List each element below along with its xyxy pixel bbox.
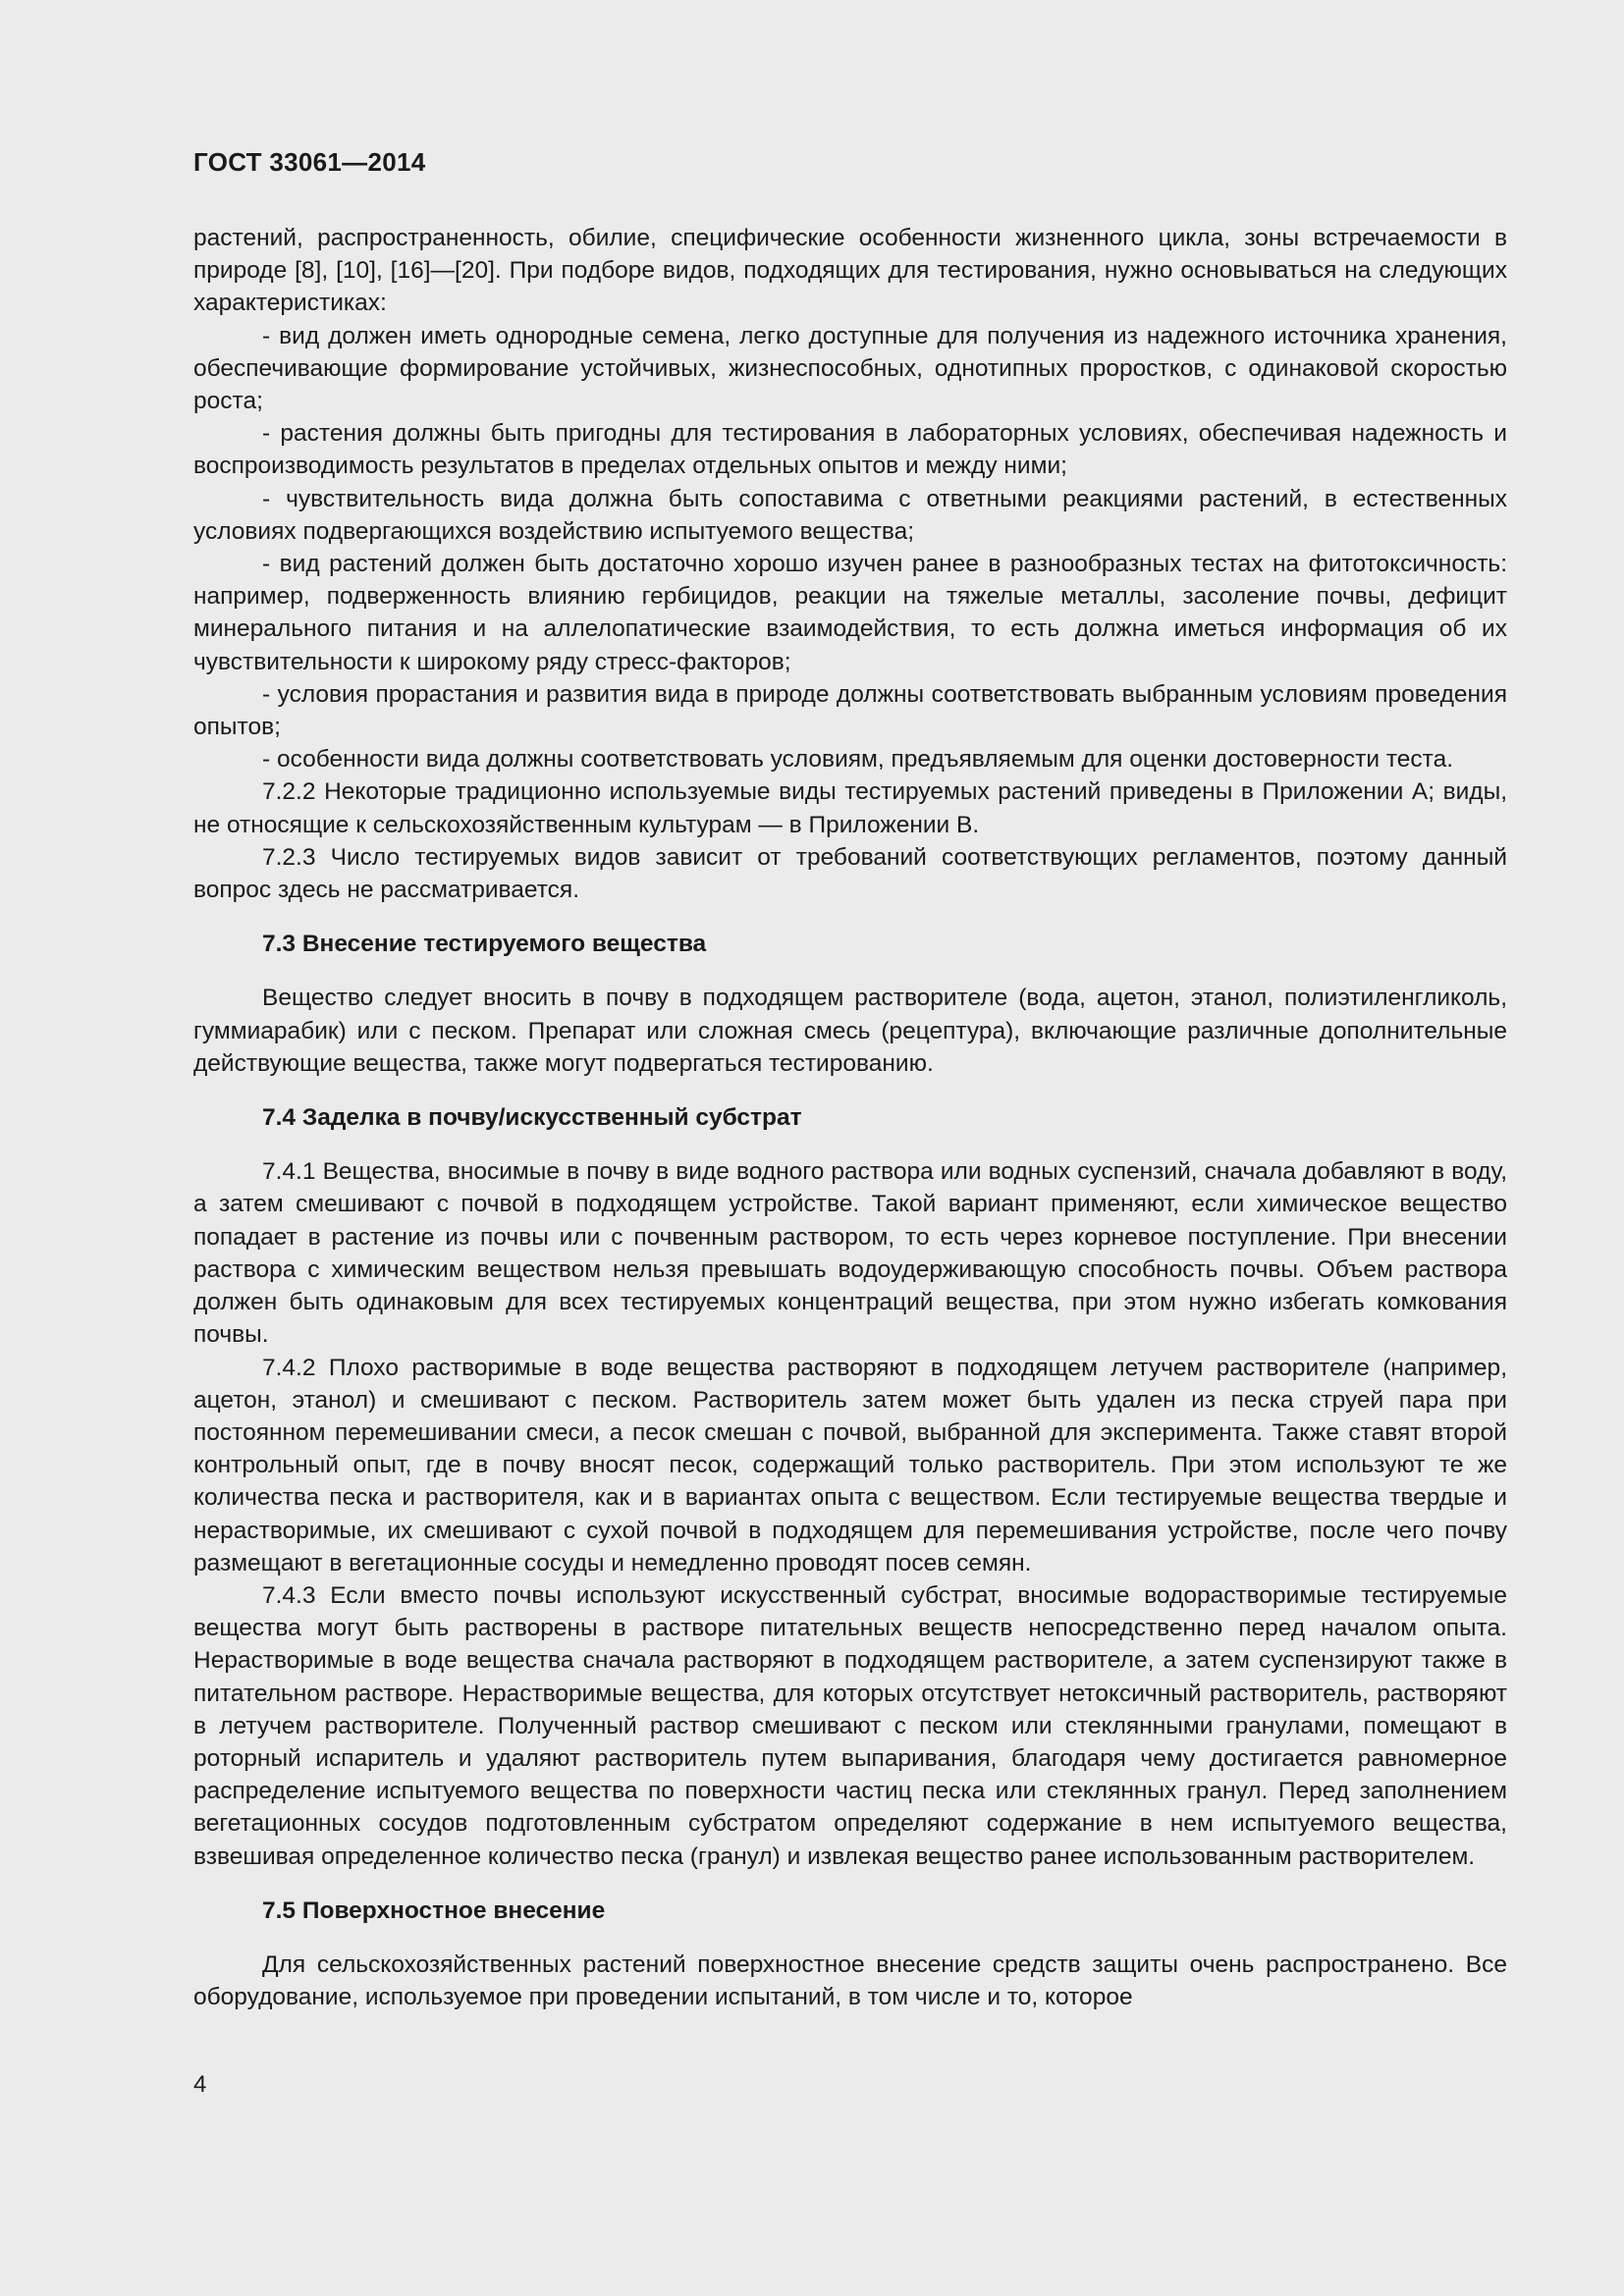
- paragraph: Вещество следует вносить в почву в подходящем растворителе (вода, ацетон, этанол, полиэтиленгликоль, гуммиарабик) или с песком. Препарат или сложная смесь (рецептура), включающие различные дополнительные действующие вещества, также могут подвергаться тестированию.: [193, 985, 1507, 1077]
- paragraph: - особенности вида должны соответствовать условиям, предъявляемым для оценки достоверности теста.: [262, 746, 1454, 774]
- document-header: ГОСТ 33061—2014: [193, 147, 426, 177]
- paragraph: - растения должны быть пригодны для тестирования в лабораторных условиях, обеспечивая надежность и воспроизводимость результатов в пределах отдельных опытов и между ними;: [193, 420, 1507, 480]
- paragraph: - вид растений должен быть достаточно хорошо изучен ранее в разнообразных тестах на фитотоксичность: например, подверженность влиянию гербицидов, реакции на тяжелые металлы, засоление почвы, дефицит минерального питания и на аллелопатические взаимодействия, то есть должна иметься информация об их чувствительности к широкому ряду стресс-факторов;: [193, 551, 1507, 675]
- section-heading: 7.3 Внесение тестируемого вещества: [262, 931, 707, 958]
- paragraph: 7.4.2 Плохо растворимые в воде вещества растворяют в подходящем летучем растворителе (например, ацетон, этанол) и смешивают с песком. Растворитель затем может быть удален из песка струей пара при постоянном перемешивании смеси, а песок смешан с почвой, выбранной для эксперимента. Также ставят второй контрольный опыт, где в почву вносят песок, содержащий только растворитель. При этом используют те же количества песка и растворителя, как и в вариантах опыта с веществом. Если тестируемые вещества твердые и нерастворимые, их смешивают с сухой почвой в подходящем для перемешивания устройстве, после чего почву размещают в вегетационные сосуды и немедленно проводят посев семян.: [193, 1354, 1507, 1576]
- paragraph: 7.2.2 Некоторые традиционно используемые виды тестируемых растений приведены в Приложении А; виды, не относящие к сельскохозяйственным культурам — в Приложении В.: [193, 778, 1507, 838]
- section-heading: 7.4 Заделка в почву/искусственный субстрат: [262, 1104, 802, 1132]
- paragraph: растений, распространенность, обилие, специфические особенности жизненного цикла, зоны встречаемости в природе [8], [10], [16]—[20]. При подборе видов, подходящих для тестирования, нужно основываться на следующих характеристиках:: [193, 225, 1507, 317]
- page-number: 4: [193, 2071, 207, 2098]
- paragraph: 7.4.1 Вещества, вносимые в почву в виде водного раствора или водных суспензий, сначала добавляют в воду, а затем смешивают с почвой в подходящем устройстве. Такой вариант применяют, если химическое вещество попадает в растение из почвы или с почвенным раствором, то есть через корневое поступление. При внесении раствора с химическим веществом нельзя превышать водоудерживающую способность почвы. Объем раствора должен быть одинаковым для всех тестируемых концентраций вещества, при этом нужно избегать комкования почвы.: [193, 1158, 1507, 1349]
- paragraph: 7.4.3 Если вместо почвы используют искусственный субстрат, вносимые водорастворимые тестируемые вещества могут быть растворены в растворе питательных веществ непосредственно перед началом опыта. Нерастворимые в воде вещества сначала растворяют в подходящем растворителе, а затем суспензируют также в питательном растворе. Нерастворимые вещества, для которых отсутствует нетоксичный растворитель, растворяют в летучем растворителе. Полученный раствор смешивают с песком или стеклянными гранулами, помещают в роторный испаритель и удаляют растворитель путем выпаривания, благодаря чему достигается равномерное распределение испытуемого вещества по поверхности частиц песка или стеклянных гранул. Перед заполнением вегетационных сосудов подготовленным субстратом определяют содержание в нем испытуемого вещества, взвешивая определенное количество песка (гранул) и извлекая вещество ранее использованным растворителем.: [193, 1581, 1507, 1870]
- paragraph: - условия прорастания и развития вида в природе должны соответствовать выбранным условиям проведения опытов;: [193, 680, 1507, 741]
- paragraph: 7.2.3 Число тестируемых видов зависит от требований соответствующих регламентов, поэтому данный вопрос здесь не рассматривается.: [193, 843, 1507, 904]
- paragraph: Для сельскохозяйственных растений поверхностное внесение средств защиты очень распространено. Все оборудование, используемое при проведении испытаний, в том числе и то, которое: [193, 1950, 1507, 2011]
- paragraph: - вид должен иметь однородные семена, легко доступные для получения из надежного источника хранения, обеспечивающие формирование устойчивых, жизнеспособных, однотипных проростков, с одинаковой скоростью роста;: [193, 322, 1507, 415]
- section-heading: 7.5 Поверхностное внесение: [262, 1896, 606, 1924]
- document-body: [193, 222, 1507, 2013]
- paragraph: - чувствительность вида должна быть сопоставима с ответными реакциями растений, в естественных условиях подвергающихся воздействию испытуемого вещества;: [193, 485, 1507, 545]
